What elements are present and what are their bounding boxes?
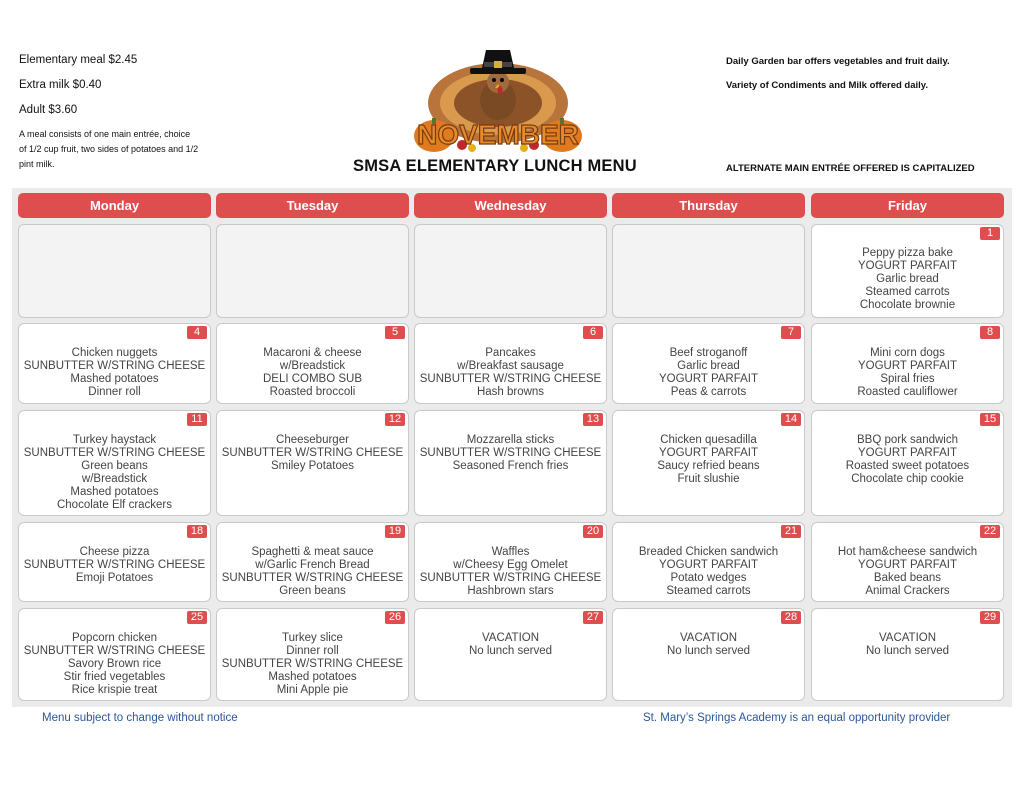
- menu-item: VACATION: [679, 632, 738, 644]
- date-badge: 14: [781, 413, 801, 426]
- menu-item: Green beans: [279, 585, 346, 597]
- menu-item: Cheese pizza: [79, 546, 150, 558]
- menu-calendar: [12, 188, 1012, 707]
- menu-item: Hot ham&cheese sandwich: [837, 546, 978, 558]
- menu-item: Mashed potatoes: [268, 671, 357, 683]
- menu-item: Saucy refried beans: [657, 460, 760, 472]
- day-header-wednesday: Wednesday: [414, 193, 607, 218]
- menu-item: SUNBUTTER W/STRING CHEESE: [221, 572, 404, 584]
- menu-item: YOGURT PARFAIT: [857, 260, 958, 272]
- menu-day-cell: [216, 410, 409, 516]
- menu-item: Macaroni & cheese: [263, 347, 362, 359]
- menu-item: SUNBUTTER W/STRING CHEESE: [221, 658, 404, 670]
- menu-item: YOGURT PARFAIT: [658, 559, 759, 571]
- menu-items: [217, 347, 408, 399]
- menu-item: BBQ pork sandwich: [857, 434, 958, 446]
- menu-item: No lunch served: [468, 645, 553, 657]
- pricing-info: [19, 54, 199, 172]
- menu-item: SUNBUTTER W/STRING CHEESE: [419, 447, 602, 459]
- menu-item: YOGURT PARFAIT: [857, 447, 958, 459]
- day-header-tuesday: Tuesday: [216, 193, 409, 218]
- date-badge: 11: [187, 413, 207, 426]
- menu-item: Savory Brown rice: [67, 658, 162, 670]
- daily-notes: [726, 56, 950, 104]
- menu-item: Dinner roll: [286, 645, 339, 657]
- footer-disclaimer: Menu subject to change without notice: [42, 712, 238, 724]
- menu-item: Turkey slice: [282, 632, 343, 644]
- date-badge: 22: [980, 525, 1000, 538]
- elementary-price: Elementary meal $2.45: [19, 54, 138, 66]
- menu-items: [415, 434, 606, 473]
- menu-items: [812, 434, 1003, 486]
- menu-item: Waffles: [491, 546, 530, 558]
- date-badge: 6: [583, 326, 603, 339]
- menu-day-cell: [414, 323, 607, 404]
- menu-item: Chocolate chip cookie: [851, 473, 964, 485]
- menu-day-cell: [811, 410, 1004, 516]
- menu-item: VACATION: [481, 632, 540, 644]
- menu-item: Roasted cauliflower: [857, 386, 958, 398]
- menu-item: Garlic bread: [876, 273, 939, 285]
- menu-day-cell: [216, 323, 409, 404]
- date-badge: 28: [781, 611, 801, 624]
- menu-items: [415, 347, 606, 399]
- adult-price: Adult $3.60: [19, 104, 78, 116]
- menu-day-cell: [811, 522, 1004, 602]
- menu-items: [415, 546, 606, 598]
- menu-items: [613, 434, 804, 486]
- menu-item: Mini corn dogs: [870, 347, 945, 359]
- date-badge: 5: [385, 326, 405, 339]
- menu-item: Popcorn chicken: [71, 632, 158, 644]
- day-header-monday: Monday: [18, 193, 211, 218]
- menu-item: Chicken nuggets: [71, 347, 158, 359]
- menu-day-cell: [414, 522, 607, 602]
- logo-november-text: NOVEMBER: [417, 119, 579, 150]
- date-badge: 29: [980, 611, 1000, 624]
- menu-item: Rice krispie treat: [71, 684, 158, 696]
- menu-item: Peas & carrots: [670, 386, 747, 398]
- menu-item: Mozzarella sticks: [466, 434, 555, 446]
- date-badge: 20: [583, 525, 603, 538]
- menu-items: [217, 632, 408, 697]
- menu-item: SUNBUTTER W/STRING CHEESE: [419, 572, 602, 584]
- menu-item: Turkey haystack: [72, 434, 157, 446]
- menu-day-cell: [216, 522, 409, 602]
- menu-item: Animal Crackers: [865, 585, 950, 597]
- menu-item: SUNBUTTER W/STRING CHEESE: [419, 373, 602, 385]
- menu-day-cell: [216, 224, 409, 318]
- menu-items: [217, 546, 408, 598]
- menu-items: [613, 632, 804, 658]
- menu-item: Steamed carrots: [865, 286, 950, 298]
- menu-day-cell: [18, 522, 211, 602]
- menu-day-cell: [612, 410, 805, 516]
- menu-day-cell: [414, 410, 607, 516]
- menu-item: Roasted sweet potatoes: [845, 460, 970, 472]
- meal-description: A meal consists of one main entrée, choice of 1/2 cup fruit, two sides of potatoes and 1/2 pint milk.: [19, 129, 199, 169]
- condiments-note: Variety of Condiments and Milk offered daily.: [726, 80, 929, 91]
- menu-item: Steamed carrots: [666, 585, 751, 597]
- menu-item: Dinner roll: [88, 386, 141, 398]
- menu-items: [19, 347, 210, 399]
- menu-item: Hash browns: [476, 386, 545, 398]
- date-badge: 25: [187, 611, 207, 624]
- menu-items: [812, 632, 1003, 658]
- menu-item: Chocolate Elf crackers: [56, 499, 173, 511]
- menu-item: w/Breakfast sausage: [457, 360, 564, 372]
- menu-item: No lunch served: [865, 645, 950, 657]
- date-badge: 26: [385, 611, 405, 624]
- menu-item: Hashbrown stars: [467, 585, 554, 597]
- garden-bar-note: Daily Garden bar offers vegetables and fruit daily.: [726, 56, 950, 67]
- menu-item: Stir fried vegetables: [63, 671, 166, 683]
- menu-item: Chicken quesadilla: [660, 434, 757, 446]
- menu-item: Mashed potatoes: [70, 486, 159, 498]
- menu-item: Mashed potatoes: [70, 373, 159, 385]
- menu-items: [415, 632, 606, 658]
- date-badge: 7: [781, 326, 801, 339]
- menu-day-cell: [612, 224, 805, 318]
- menu-item: Mini Apple pie: [276, 684, 349, 696]
- menu-item: Fruit slushie: [677, 473, 740, 485]
- menu-items: [613, 546, 804, 598]
- menu-item: w/Garlic French Bread: [255, 559, 370, 571]
- menu-item: SUNBUTTER W/STRING CHEESE: [221, 447, 404, 459]
- menu-day-cell: [811, 224, 1004, 318]
- menu-item: Potato wedges: [670, 572, 747, 584]
- menu-items: [613, 347, 804, 399]
- menu-day-cell: [811, 323, 1004, 404]
- menu-items: [217, 434, 408, 473]
- date-badge: 13: [583, 413, 603, 426]
- menu-day-cell: [414, 608, 607, 701]
- menu-items: [19, 632, 210, 697]
- menu-item: w/Breadstick: [279, 360, 346, 372]
- menu-day-cell: [612, 323, 805, 404]
- menu-item: Cheeseburger: [276, 434, 349, 446]
- page-title: SMSA ELEMENTARY LUNCH MENU: [353, 157, 637, 175]
- date-badge: 19: [385, 525, 405, 538]
- menu-day-cell: [18, 410, 211, 516]
- menu-day-cell: [414, 224, 607, 318]
- menu-item: Spaghetti & meat sauce: [251, 546, 374, 558]
- menu-items: [19, 434, 210, 512]
- date-badge: 21: [781, 525, 801, 538]
- menu-item: YOGURT PARFAIT: [658, 447, 759, 459]
- menu-item: Smiley Potatoes: [270, 460, 355, 472]
- extra-milk-price: Extra milk $0.40: [19, 79, 102, 91]
- menu-item: Seasoned French fries: [452, 460, 569, 472]
- menu-item: Green beans: [81, 460, 148, 472]
- menu-item: SUNBUTTER W/STRING CHEESE: [23, 447, 206, 459]
- menu-item: YOGURT PARFAIT: [857, 559, 958, 571]
- menu-item: SUNBUTTER W/STRING CHEESE: [23, 360, 206, 372]
- menu-item: SUNBUTTER W/STRING CHEESE: [23, 559, 206, 571]
- menu-items: [812, 546, 1003, 598]
- day-header-friday: Friday: [811, 193, 1004, 218]
- menu-day-cell: [216, 608, 409, 701]
- menu-item: YOGURT PARFAIT: [857, 360, 958, 372]
- menu-day-cell: [612, 608, 805, 701]
- menu-day-cell: [18, 224, 211, 318]
- menu-day-cell: [18, 608, 211, 701]
- date-badge: 8: [980, 326, 1000, 339]
- date-badge: 4: [187, 326, 207, 339]
- menu-day-cell: [18, 323, 211, 404]
- menu-items: [812, 247, 1003, 312]
- menu-item: Beef stroganoff: [669, 347, 748, 359]
- november-turkey-logo: [410, 48, 586, 156]
- menu-item: Baked beans: [873, 572, 942, 584]
- menu-item: w/Cheesy Egg Omelet: [453, 559, 568, 571]
- menu-item: Peppy pizza bake: [862, 247, 953, 259]
- menu-item: Pancakes: [485, 347, 536, 359]
- menu-day-cell: [612, 522, 805, 602]
- menu-item: SUNBUTTER W/STRING CHEESE: [23, 645, 206, 657]
- menu-item: No lunch served: [666, 645, 751, 657]
- day-header-thursday: Thursday: [612, 193, 805, 218]
- menu-item: Emoji Potatoes: [75, 572, 154, 584]
- date-badge: 12: [385, 413, 405, 426]
- menu-item: Chocolate brownie: [859, 299, 956, 311]
- menu-item: Garlic bread: [677, 360, 740, 372]
- date-badge: 27: [583, 611, 603, 624]
- menu-item: Spiral fries: [880, 373, 935, 385]
- menu-items: [812, 347, 1003, 399]
- menu-item: Roasted broccoli: [269, 386, 356, 398]
- menu-items: [19, 546, 210, 585]
- date-badge: 1: [980, 227, 1000, 240]
- alternate-entree-note: ALTERNATE MAIN ENTRÉE OFFERED IS CAPITALIZED: [726, 163, 975, 174]
- menu-item: VACATION: [878, 632, 937, 644]
- pilgrim-hat-icon: [470, 50, 526, 74]
- date-badge: 15: [980, 413, 1000, 426]
- menu-item: DELI COMBO SUB: [262, 373, 363, 385]
- footer-equal-opportunity: St. Mary’s Springs Academy is an equal opportunity provider: [643, 712, 951, 724]
- menu-item: w/Breadstick: [81, 473, 148, 485]
- date-badge: 18: [187, 525, 207, 538]
- menu-item: Breaded Chicken sandwich: [638, 546, 779, 558]
- menu-day-cell: [811, 608, 1004, 701]
- menu-item: YOGURT PARFAIT: [658, 373, 759, 385]
